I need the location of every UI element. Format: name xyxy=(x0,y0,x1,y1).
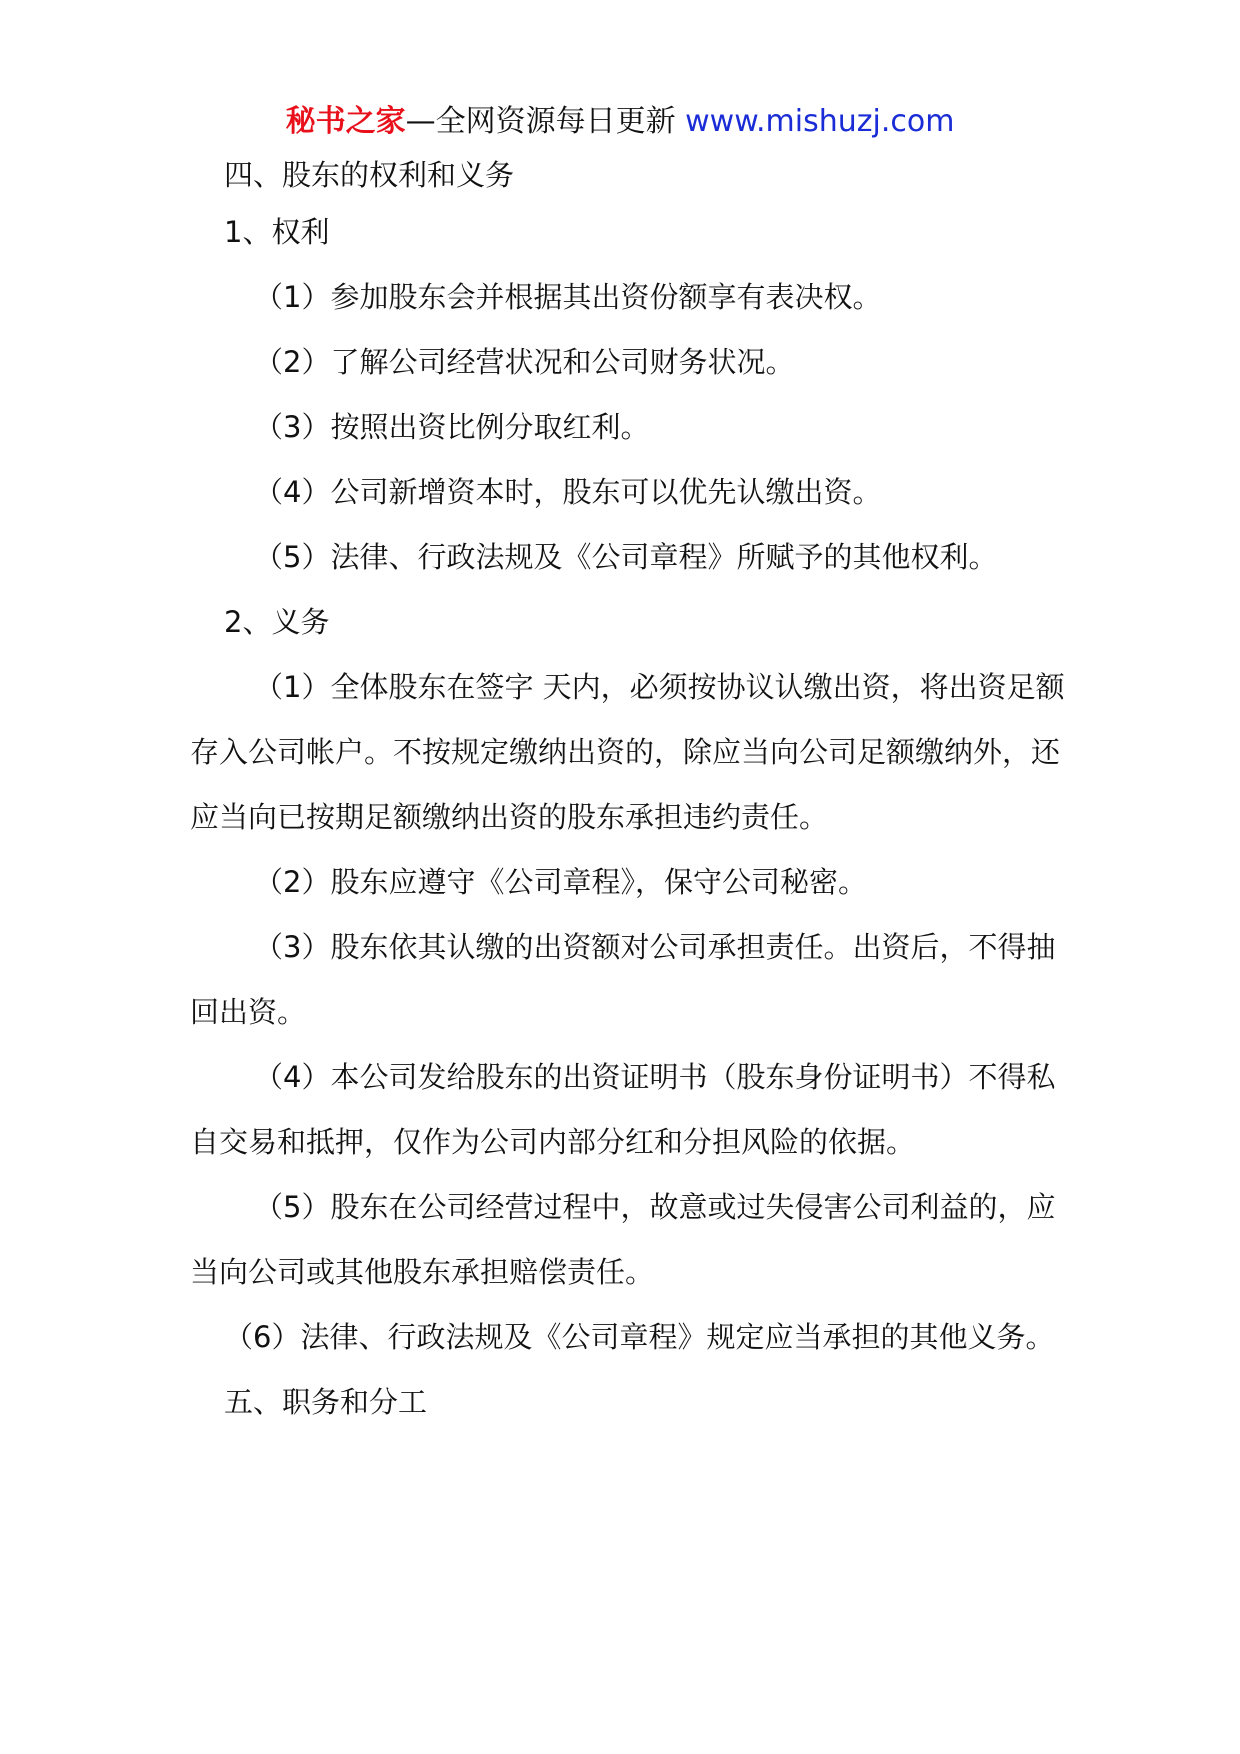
site-header xyxy=(0,100,1240,144)
section-4-heading: 四、股东的权利和义务 xyxy=(224,158,515,192)
rights-heading: 1、权利 xyxy=(224,215,330,249)
document-body xyxy=(190,150,1070,1435)
section-5-heading: 五、职务和分工 xyxy=(224,1385,428,1419)
rights-item-2: （2）了解公司经营状况和公司财务状况。 xyxy=(254,345,795,379)
site-url-link[interactable]: www.mishuzj.com xyxy=(685,104,955,139)
rights-item-1: （1）参加股东会并根据其出资份额享有表决权。 xyxy=(254,280,882,314)
rights-item-5: （5）法律、行政法规及《公司章程》所赋予的其他权利。 xyxy=(254,540,998,574)
duties-item-5: （5）股东在公司经营过程中，故意或过失侵害公司利益的，应当向公司或其他股东承担赔偿责任。 xyxy=(190,1190,1056,1289)
duties-item-4: （4）本公司发给股东的出资证明书（股东身份证明书）不得私自交易和抵押，仅作为公司内部分红和分担风险的依据。 xyxy=(190,1060,1056,1159)
rights-item-4: （4）公司新增资本时，股东可以优先认缴出资。 xyxy=(254,475,882,509)
duties-item-1: （1）全体股东在签字 天内，必须按协议认缴出资，将出资足额存入公司帐户。不按规定缴纳出资的，除应当向公司足额缴纳外，还应当向已按期足额缴纳出资的股东承担违约责任。 xyxy=(190,670,1065,834)
duties-item-3: （3）股东依其认缴的出资额对公司承担责任。出资后，不得抽回出资。 xyxy=(190,930,1056,1029)
brand-name: 秘书之家 xyxy=(285,104,406,139)
header-tagline: —全网资源每日更新 xyxy=(405,104,676,139)
duties-item-2: （2）股东应遵守《公司章程》，保守公司秘密。 xyxy=(254,865,867,899)
duties-heading: 2、义务 xyxy=(224,605,330,639)
rights-item-3: （3）按照出资比例分取红利。 xyxy=(254,410,650,444)
duties-item-6: （6）法律、行政法规及《公司章程》规定应当承担的其他义务。 xyxy=(224,1320,1055,1354)
